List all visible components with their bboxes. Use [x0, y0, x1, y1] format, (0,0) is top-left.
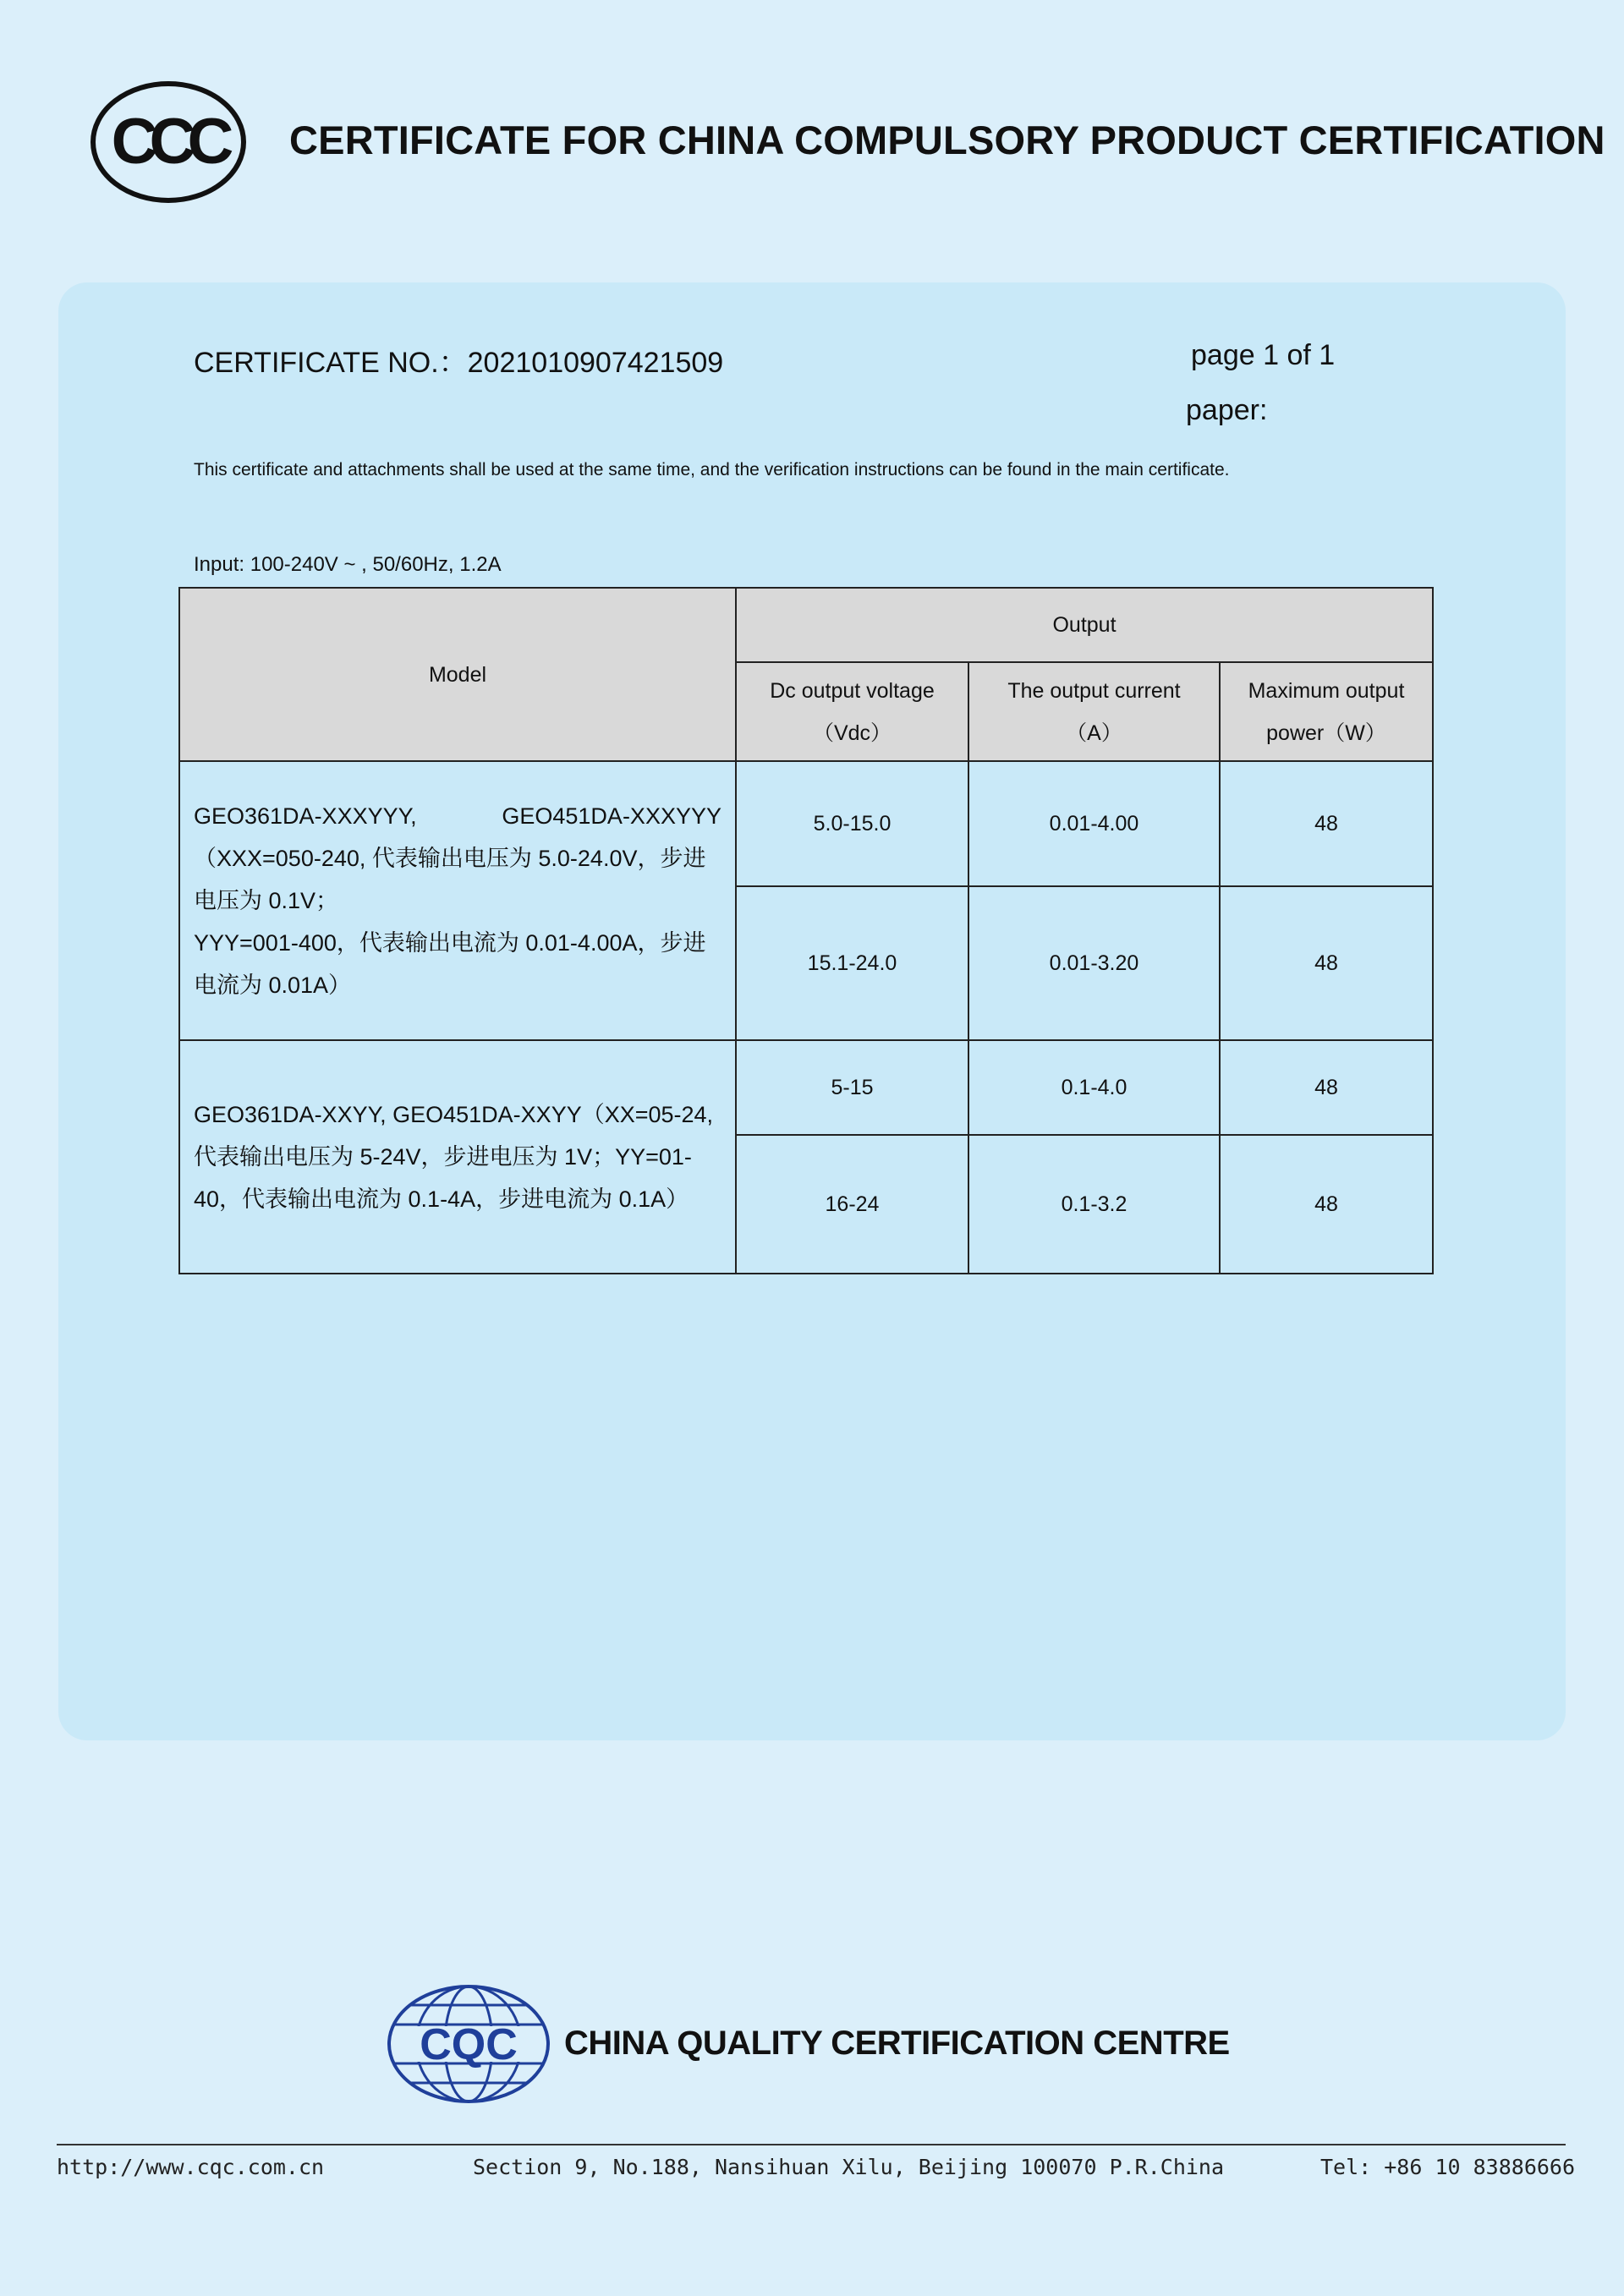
voltage-cell: 5-15 [736, 1040, 968, 1135]
current-column-header: The output current （A） [968, 662, 1220, 761]
table-row [179, 761, 1433, 886]
current-cell: 0.01-3.20 [968, 886, 1220, 1040]
input-specification: Input: 100-240V ~ , 50/60Hz, 1.2A [194, 553, 502, 576]
cqc-logo-text: CQC [420, 2020, 518, 2069]
footer-address: Section 9, No.188, Nansihuan Xilu, Beijing 100070 P.R.China [473, 2155, 1225, 2179]
power-cell: 48 [1220, 1135, 1433, 1274]
usage-notice: This certificate and attachments shall be used at the same time, and the verification instructions can be found in the main certificate. [194, 460, 1230, 479]
ccc-logo-text: CCC [111, 106, 226, 178]
page-indicator: page 1 of 1 [1191, 339, 1336, 371]
paper-label: paper: [1186, 394, 1268, 426]
current-cell: 0.01-4.00 [968, 761, 1220, 886]
power-cell: 48 [1220, 1040, 1433, 1135]
certificate-title: CERTIFICATE FOR CHINA COMPULSORY PRODUCT CERTIFICATION [289, 118, 1605, 162]
power-column-header: Maximum output power（W） [1220, 662, 1433, 761]
output-group-header: Output [736, 588, 1433, 662]
voltage-column-header: Dc output voltage （Vdc） [736, 662, 968, 761]
certificate-number: CERTIFICATE NO.：2021010907421509 [194, 347, 724, 379]
current-cell: 0.1-3.2 [968, 1135, 1220, 1274]
cqc-globe-logo-icon [386, 1982, 551, 2106]
model-cell-group2: GEO361DA-XXYY, GEO451DA-XXYY（XX=05-24, 代表输出电压为 5-24V，步进电压为 1V；YY=01-40，代表输出电流为 0.1-4A，步进电流为 0.1A） [179, 1040, 736, 1274]
organization-name: CHINA QUALITY CERTIFICATION CENTRE [564, 2025, 1230, 2062]
footer-telephone: Tel: +86 10 83886666 [1320, 2155, 1576, 2179]
voltage-cell: 15.1-24.0 [736, 886, 968, 1040]
table-row [179, 1040, 1433, 1135]
power-cell: 48 [1220, 761, 1433, 886]
specification-table [178, 587, 1434, 1274]
footer-url-link[interactable]: http://www.cqc.com.cn [57, 2155, 325, 2179]
model-cell-group1: GEO361DA-XXXYYY, GEO451DA-XXXYYY （XXX=050-240, 代表输出电压为 5.0-24.0V，步进电压为 0.1V； YYY=001-400，代表输出电流为 0.01-4.00A，步进电流为 0.01A） [179, 761, 736, 1040]
current-cell: 0.1-4.0 [968, 1040, 1220, 1135]
power-cell: 48 [1220, 886, 1433, 1040]
voltage-cell: 5.0-15.0 [736, 761, 968, 886]
voltage-cell: 16-24 [736, 1135, 968, 1274]
ccc-logo-icon [90, 80, 247, 204]
model-column-header: Model [179, 588, 736, 761]
footer-divider [57, 2144, 1566, 2145]
